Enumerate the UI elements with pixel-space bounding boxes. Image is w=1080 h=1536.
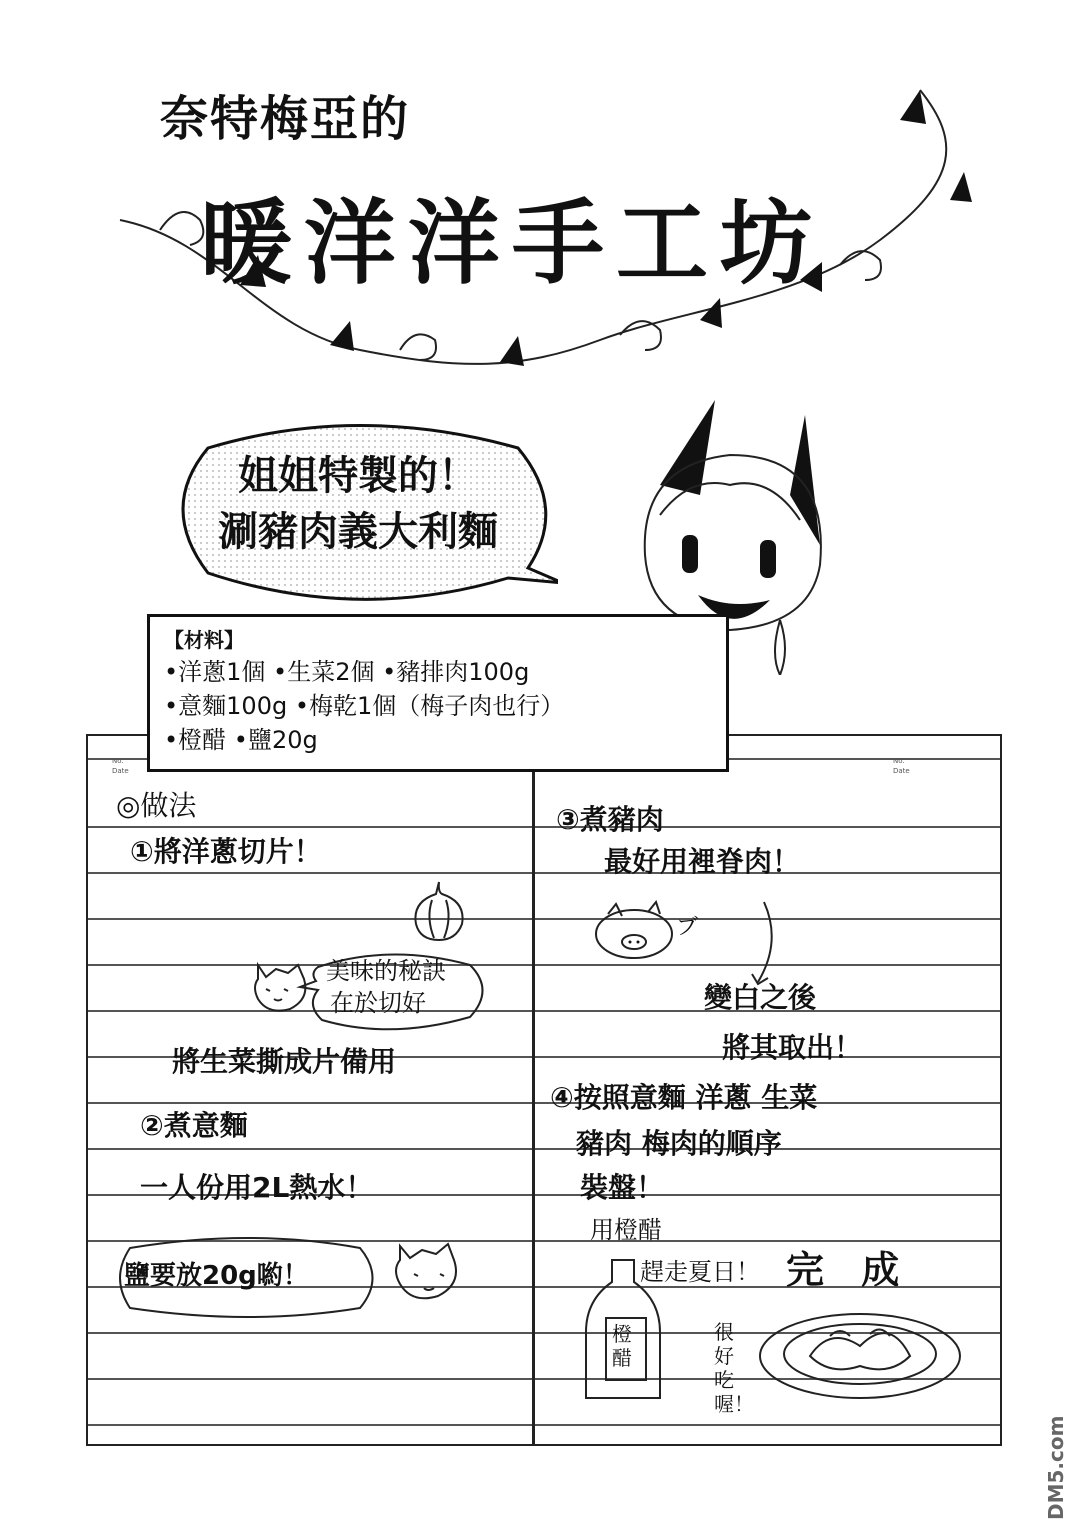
step-1: ①將洋蔥切片！ xyxy=(130,835,322,868)
sfx: ブ xyxy=(676,915,699,940)
onion-icon xyxy=(408,878,470,944)
step-3d: 將其取出！ xyxy=(722,1031,863,1064)
bubble-line-1: 姐姐特製的！ xyxy=(238,453,478,499)
subtitle: 奈特梅亞的 xyxy=(160,91,411,147)
tip-1-line-1: 美味的秘訣 xyxy=(326,957,446,985)
no-label: No. xyxy=(112,757,124,765)
bubble-text xyxy=(178,448,538,560)
step-4e: 趕走夏日！ xyxy=(640,1258,760,1286)
method-heading: ◎做法 xyxy=(116,789,197,822)
step-4: ④按照意麵 洋蔥 生菜 xyxy=(550,1081,818,1114)
ingredients-line-2: •意麵100g •梅乾1個（梅子肉也行） xyxy=(164,692,565,720)
bubble-line-2: 涮豬肉義大利麵 xyxy=(218,509,498,555)
step-3c: 變白之後 xyxy=(704,981,817,1014)
date-label: Date xyxy=(893,767,910,775)
bottle-label: 橙醋 xyxy=(612,1322,632,1370)
step-3b: 最好用裡脊肉！ xyxy=(604,845,801,878)
pasta-plate-icon xyxy=(750,1296,970,1406)
tip-2: 鹽要放20g喲！ xyxy=(124,1261,309,1291)
tasty-note: 很好吃喔！ xyxy=(714,1320,754,1416)
step-4b: 豬肉 梅肉的順序 xyxy=(576,1127,782,1160)
no-date-left xyxy=(112,756,129,776)
step-3: ③煮豬肉 xyxy=(556,803,664,836)
ingredients-header: 【材料】 xyxy=(164,628,244,652)
ingredients-box xyxy=(147,614,729,772)
watermark xyxy=(1044,1380,1074,1520)
page-title: 暖洋洋手工坊 xyxy=(200,190,825,297)
no-date-right xyxy=(893,756,910,776)
step-2: ②煮意麵 xyxy=(140,1109,248,1142)
step-2b: 一人份用2L熱水！ xyxy=(140,1171,374,1204)
ingredients-line-3: •橙醋 •鹽20g xyxy=(164,726,318,754)
step-1b: 將生菜撕成片備用 xyxy=(172,1045,397,1078)
ingredients-line-1: •洋蔥1個 •生菜2個 •豬排肉100g xyxy=(164,658,530,686)
no-label: No. xyxy=(893,757,905,765)
tip-1-line-2: 在於切好 xyxy=(330,989,426,1017)
step-4c: 裝盤！ xyxy=(580,1171,665,1204)
step-4d: 用橙醋 xyxy=(590,1216,662,1244)
completion-label: 完 成 xyxy=(786,1248,912,1292)
date-label: Date xyxy=(112,767,129,775)
watermark-text: DM5.com xyxy=(1044,1415,1068,1520)
